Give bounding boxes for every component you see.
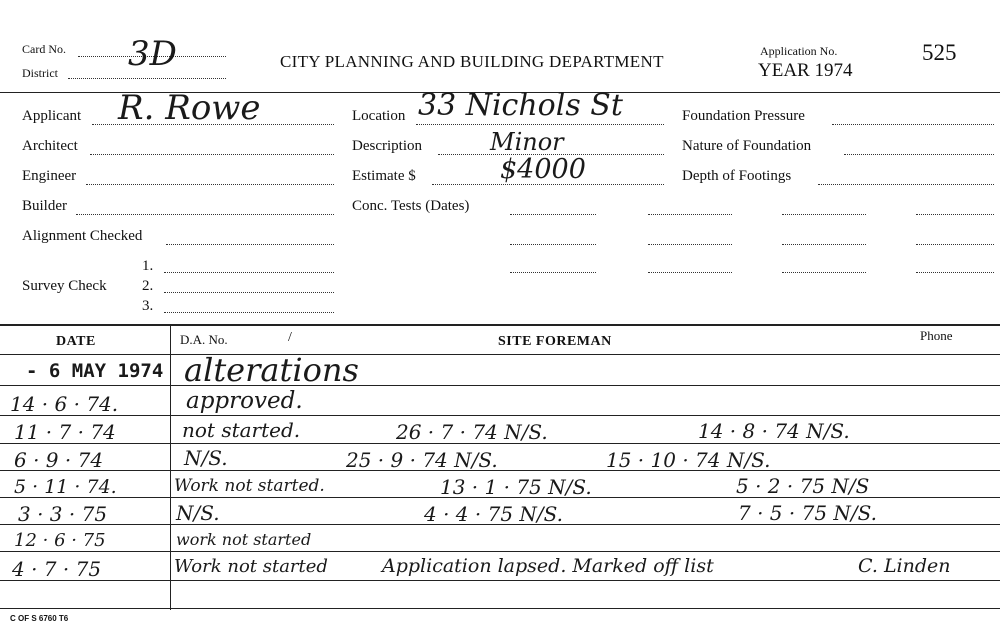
alignment-line bbox=[166, 244, 334, 245]
log-row-date: 3 · 3 · 75 bbox=[18, 502, 108, 526]
log-row-entry: 26 · 7 · 74 N/S. bbox=[396, 420, 548, 444]
survey-line-1 bbox=[164, 272, 334, 273]
row-rule bbox=[0, 415, 1000, 416]
conc-line-a2 bbox=[648, 214, 732, 215]
nature-line bbox=[844, 154, 994, 155]
log-row-entry: approved. bbox=[186, 388, 303, 414]
location-label: Location bbox=[352, 108, 406, 124]
department-title: CITY PLANNING AND BUILDING DEPARTMENT bbox=[280, 52, 664, 71]
phone-header: Phone bbox=[920, 328, 953, 343]
log-row-date: 12 · 6 · 75 bbox=[14, 530, 106, 551]
nature-label: Nature of Foundation bbox=[682, 138, 812, 154]
foundation-pressure-line bbox=[832, 124, 994, 125]
da-no-header: D.A. No. bbox=[180, 332, 228, 347]
log-row-entry: Application lapsed. Marked off list bbox=[382, 555, 714, 577]
log-row-entry: not started. bbox=[182, 418, 301, 442]
log-row-date: 11 · 7 · 74 bbox=[14, 420, 116, 444]
alignment-label: Alignment Checked bbox=[22, 228, 143, 244]
architect-line bbox=[90, 154, 334, 155]
log-row-entry: Work not started bbox=[174, 556, 328, 577]
foundation-pressure-label: Foundation Pressure bbox=[682, 108, 805, 124]
conc-line-c4 bbox=[916, 272, 994, 273]
row-rule bbox=[0, 470, 1000, 471]
log-header-rule bbox=[0, 354, 1000, 355]
log-row-entry: 14 · 8 · 74 N/S. bbox=[698, 419, 850, 443]
engineer-line bbox=[86, 184, 334, 185]
depth-line bbox=[818, 184, 994, 185]
footer-code: C OF S 6760 T6 bbox=[10, 614, 69, 623]
log-row-entry: 5 · 2 · 75 N/S bbox=[736, 474, 870, 498]
log-top-rule bbox=[0, 324, 1000, 326]
conc-line-b1 bbox=[510, 244, 596, 245]
row-rule bbox=[0, 580, 1000, 581]
description-label: Description bbox=[352, 138, 422, 154]
applicant-label: Applicant bbox=[22, 108, 82, 124]
survey-line-3 bbox=[164, 312, 334, 313]
survey-line-2 bbox=[164, 292, 334, 293]
location-value: 33 Nichols St bbox=[418, 88, 623, 123]
log-row-entry: C. Linden bbox=[858, 555, 951, 577]
description-value: Minor bbox=[490, 128, 564, 156]
conc-line-a4 bbox=[916, 214, 994, 215]
applicant-value: R. Rowe bbox=[118, 88, 261, 128]
log-row-entry: 4 · 4 · 75 N/S. bbox=[424, 502, 563, 526]
conc-line-b3 bbox=[782, 244, 866, 245]
card-no-label: Card No. bbox=[22, 42, 66, 56]
site-foreman-header: SITE FOREMAN bbox=[498, 334, 612, 349]
estimate-label: Estimate $ bbox=[352, 168, 416, 184]
log-row-entry: Work not started. bbox=[174, 476, 325, 496]
conc-line-b4 bbox=[916, 244, 994, 245]
conc-line-c1 bbox=[510, 272, 596, 273]
conc-line-c2 bbox=[648, 272, 732, 273]
estimate-value: $4000 bbox=[500, 154, 586, 185]
row-rule bbox=[0, 551, 1000, 552]
survey-item-2: 2. bbox=[142, 278, 154, 294]
log-row-entry: N/S. bbox=[176, 501, 220, 525]
survey-label: Survey Check bbox=[22, 278, 107, 294]
conc-tests-label: Conc. Tests (Dates) bbox=[352, 198, 470, 214]
log-row-entry: 25 · 9 · 74 N/S. bbox=[346, 448, 498, 472]
log-row-entry: N/S. bbox=[184, 446, 228, 470]
log-row-entry: 15 · 10 · 74 N/S. bbox=[606, 448, 771, 472]
card-no-value: 3D bbox=[128, 34, 177, 74]
conc-line-b2 bbox=[648, 244, 732, 245]
da-no-tick: / bbox=[288, 330, 292, 345]
conc-line-a3 bbox=[782, 214, 866, 215]
builder-label: Builder bbox=[22, 198, 67, 214]
location-line bbox=[416, 124, 664, 125]
conc-line-a1 bbox=[510, 214, 596, 215]
survey-item-3: 3. bbox=[142, 298, 154, 314]
builder-line bbox=[76, 214, 334, 215]
conc-line-c3 bbox=[782, 272, 866, 273]
depth-label: Depth of Footings bbox=[682, 168, 792, 184]
log-row-date: 14 · 6 · 74. bbox=[10, 392, 119, 416]
survey-item-1: 1. bbox=[142, 258, 154, 274]
log-row-entry: work not started bbox=[176, 530, 312, 549]
district-line bbox=[68, 78, 226, 79]
year-label: YEAR 1974 bbox=[758, 60, 853, 81]
row-rule bbox=[0, 608, 1000, 609]
district-label: District bbox=[22, 66, 58, 80]
log-row-entry: 7 · 5 · 75 N/S. bbox=[738, 501, 877, 525]
log-row-date: 4 · 7 · 75 bbox=[12, 557, 102, 581]
log-row-entry: 13 · 1 · 75 N/S. bbox=[440, 475, 592, 499]
application-no-label: Application No. bbox=[760, 44, 838, 58]
log-row-date: 5 · 11 · 74. bbox=[14, 476, 117, 498]
architect-label: Architect bbox=[22, 138, 78, 154]
log-row-entry: alterations bbox=[184, 351, 359, 389]
row-rule bbox=[0, 385, 1000, 386]
date-header: DATE bbox=[56, 334, 96, 349]
application-number: 525 bbox=[922, 40, 957, 65]
log-row-date: 6 · 9 · 74 bbox=[14, 448, 104, 472]
engineer-label: Engineer bbox=[22, 168, 77, 184]
date-column-divider bbox=[170, 324, 171, 610]
log-row-date: - 6 MAY 1974 bbox=[26, 360, 164, 382]
